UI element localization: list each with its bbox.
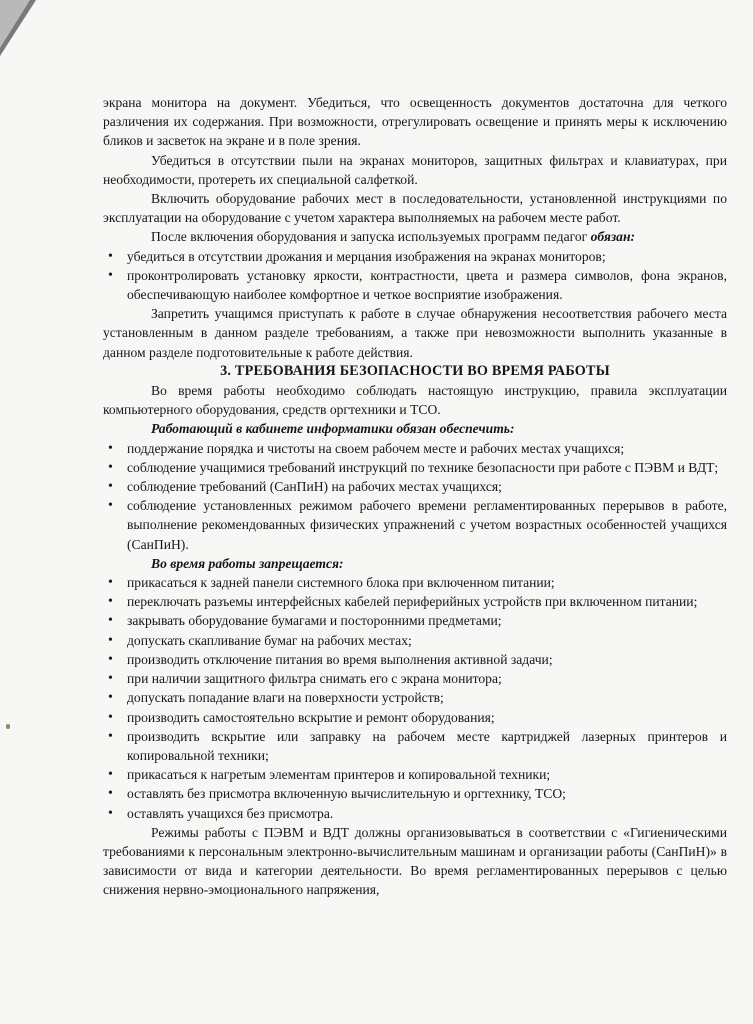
teacher-intro-text: После включения оборудования и запуска используемых программ педагог bbox=[151, 229, 591, 245]
teacher-intro bbox=[103, 227, 727, 246]
list-item: • производить самостоятельно вскрытие и ремонт оборудования; bbox=[103, 708, 727, 727]
list-item: • при наличии защитного фильтра снимать его с экрана монитора; bbox=[103, 669, 727, 688]
list-item: • закрывать оборудование бумагами и посторонними предметами; bbox=[103, 611, 727, 630]
paragraph-equipment: Включить оборудование рабочих мест в последовательности, установленной инструкциями по эксплуатации на оборудование с учетом характера выполняемых на рабочем месте работ. bbox=[103, 191, 727, 226]
paragraph-prohibit: Запретить учащимся приступать к работе в случае обнаружения несоответствия рабочего места установленным в данном разделе требованиям, а также при невозможности выполнить указанные в данном разделе подготовительные к работе действия. bbox=[103, 306, 727, 360]
list-item: • соблюдение установленных режимом рабочего времени регламентированных перерывов в работе, выполнение рекомендованных физических упражнений с учетом возрастных особенностей учащихся (СанПиН). bbox=[103, 496, 727, 554]
list-item: • переключать разъемы интерфейсных кабелей периферийных устройств при включенном питании; bbox=[103, 592, 727, 611]
forbidden-lead: Во время работы запрещается: bbox=[151, 555, 344, 571]
section-heading: 3. ТРЕБОВАНИЯ БЕЗОПАСНОСТИ ВО ВРЕМЯ РАБОТЫ bbox=[220, 362, 610, 379]
paragraph-closing: Режимы работы с ПЭВМ и ВДТ должны организовываться в соответствии с «Гигиеническими требованиями к персональным электронно-вычислительным машинам и организации работы (СанПиН)» в зависимости от вида и категории деятельности. Во время регламентированных перерывов с целью снижения нервно-эмоционального напряжения, bbox=[103, 824, 727, 898]
list-item: • оставлять учащихся без присмотра. bbox=[103, 804, 727, 823]
list-item: • допускать скапливание бумаг на рабочих местах; bbox=[103, 631, 727, 650]
document-page bbox=[103, 93, 727, 900]
list-item: • оставлять без присмотра включенную вычислительную и оргтехнику, ТСО; bbox=[103, 784, 727, 803]
paragraph-dust: Убедиться в отсутствии пыли на экранах мониторов, защитных фильтрах и клавиатурах, при необходимости, протереть их специальной салфеткой. bbox=[103, 152, 727, 187]
list-item: • прикасаться к задней панели системного блока при включенном питании; bbox=[103, 573, 727, 592]
list-item: • производить вскрытие или заправку на рабочем месте картриджей лазерных принтеров и копировальной техники; bbox=[103, 727, 727, 765]
teacher-checklist bbox=[103, 247, 727, 305]
list-item: • поддержание порядка и чистоты на своем рабочем месте и рабочих местах учащихся; bbox=[103, 439, 727, 458]
scan-speck bbox=[6, 724, 10, 729]
list-item: • соблюдение учащимися требований инструкций по технике безопасности при работе с ПЭВМ и ВДТ; bbox=[103, 458, 727, 477]
section-intro: Во время работы необходимо соблюдать настоящую инструкцию, правила эксплуатации компьютерного оборудования, средств оргтехники и ТСО. bbox=[103, 383, 727, 418]
list-item: • соблюдение требований (СанПиН) на рабочих местах учащихся; bbox=[103, 477, 727, 496]
forbidden-list bbox=[103, 573, 727, 823]
list-item: • допускать попадание влаги на поверхности устройств; bbox=[103, 688, 727, 707]
list-item: • производить отключение питания во время выполнения активной задачи; bbox=[103, 650, 727, 669]
list-item: • проконтролировать установку яркости, контрастности, цвета и размера символов, фона экранов, обеспечивающую наиболее комфортное и четкое восприятие изображения. bbox=[103, 266, 727, 304]
list-item: • прикасаться к нагретым элементам принтеров и копировальной техники; bbox=[103, 765, 727, 784]
page-corner-shadow bbox=[0, 0, 30, 48]
teacher-intro-emphasis: обязан: bbox=[590, 229, 636, 245]
paragraph-lighting: экрана монитора на документ. Убедиться, что освещенность документов достаточна для четкого различения их содержания. При возможности, отрегулировать освещение и принять меры к исключению бликов и засветок на экране и в поле зрения. bbox=[103, 95, 727, 149]
duties-lead: Работающий в кабинете информатики обязан обеспечить: bbox=[151, 421, 515, 437]
duties-list bbox=[103, 439, 727, 554]
list-item: • убедиться в отсутствии дрожания и мерцания изображения на экранах мониторов; bbox=[103, 247, 727, 266]
